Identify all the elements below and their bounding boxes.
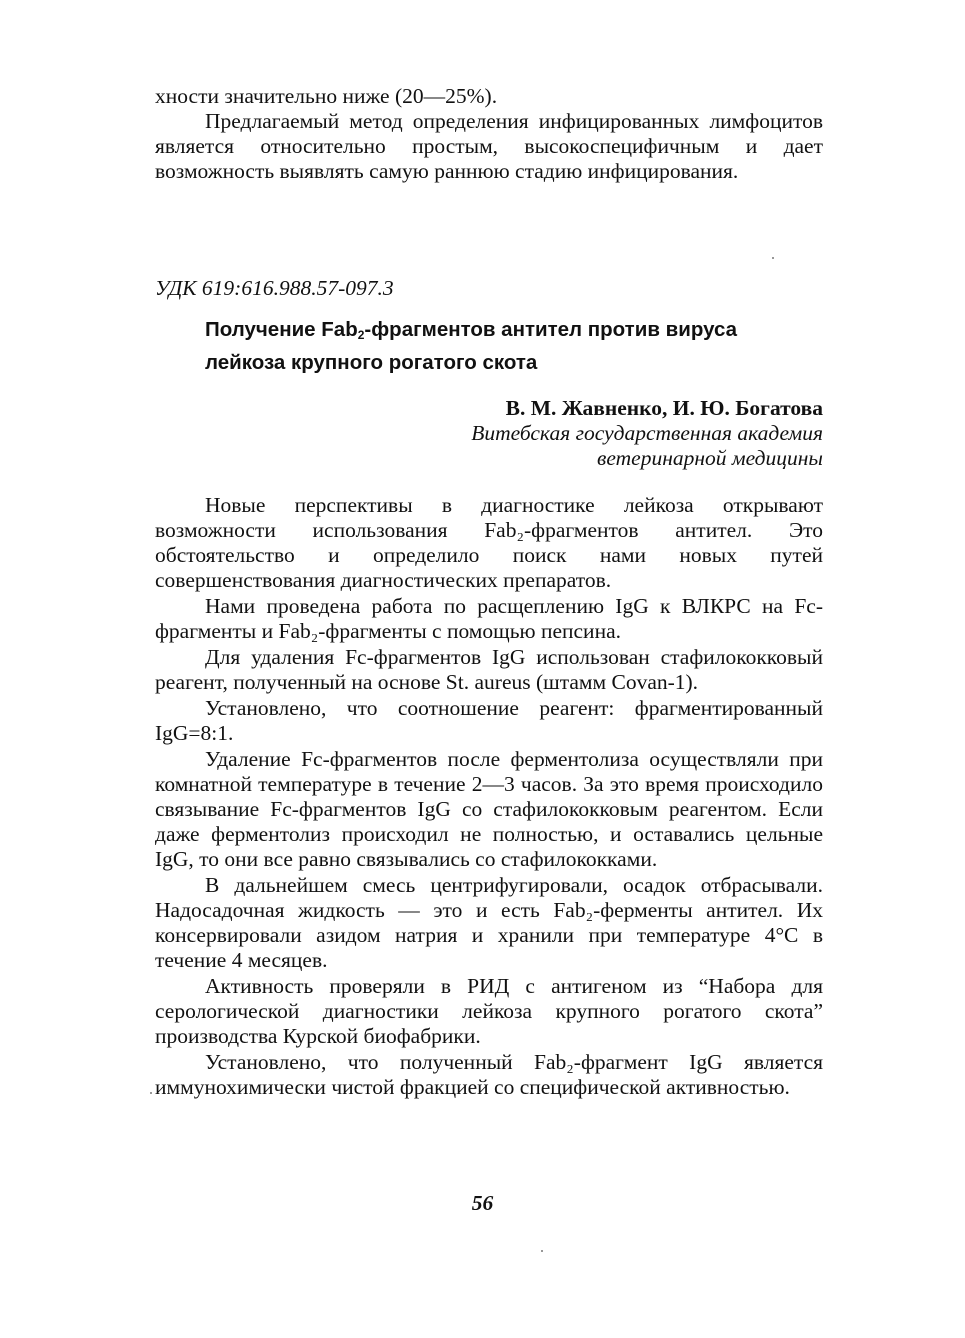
authors-block <box>323 396 823 471</box>
title-line-2: лейкоза крупного рогатого скота <box>205 351 538 374</box>
affiliation-line-2: ветеринарной медицины <box>597 446 823 470</box>
body-paragraph: В дальнейшем смесь центрифугировали, осадок отбрасывали. Надосадочная жидкость — это и есть Fab₂-ферменты антител. Их консервировали азидом натрия и хранили при температуре 4°С в течение 4 месяцев. <box>155 873 823 972</box>
body-paragraph: Нами проведена работа по расщеплению IgG к ВЛКРС на Fc-фрагменты и Fab₂-фрагменты с помощью пепсина. <box>155 594 823 643</box>
author-names: В. М. Жавненко, И. Ю. Богатова <box>505 396 823 420</box>
scan-speck <box>150 1092 152 1094</box>
article-body <box>155 493 823 1100</box>
udk-code: УДК 619:616.988.57-097.3 <box>155 276 394 300</box>
title-line-1 <box>205 316 805 349</box>
conclusion-paragraph: Предлагаемый метод определения инфицированных лимфоцитов является относительно простым, высокоспецифичным и дает возможность выявлять самую раннюю стадию инфицирования. <box>155 109 823 183</box>
body-paragraph: Установлено, что соотношение реагент: фрагментированный IgG=8:1. <box>155 696 823 745</box>
body-paragraph: Для удаления Fc-фрагментов IgG использован стафилококковый реагент, полученный на основе St. aureus (штамм Covan-1). <box>155 645 823 694</box>
title-subscript: 2 <box>357 328 365 342</box>
body-paragraph: Удаление Fc-фрагментов после ферментолиза осуществляли при комнатной температуре в течение 2—3 часов. За это время происходило связывание Fc-фрагментов IgG со стафилококковым реагентом. Если даже ферментолиз происходил не полностью, и оставались цельные IgG, то они все равно связывались со стафилококками. <box>155 747 823 871</box>
scan-speck <box>772 257 774 259</box>
article-title <box>205 316 805 376</box>
body-paragraph: Новые перспективы в диагностике лейкоза открывают возможности использования Fab₂-фрагментов антител. Это обстоятельство и определило поиск нами новых путей совершенствования диагностических препаратов. <box>155 493 823 592</box>
page-number: 56 <box>471 1191 494 1215</box>
title-part-2: -фрагментов антител против вируса <box>364 318 738 341</box>
title-part-1: Получение Fab <box>205 318 358 341</box>
previous-article-ending <box>155 84 823 184</box>
body-paragraph: Установлено, что полученный Fab₂-фрагмент IgG является иммунохимически чистой фракцией со специфической активностью. <box>155 1050 823 1099</box>
scan-speck <box>541 1250 543 1252</box>
body-paragraph: Активность проверяли в РИД с антигеном из “Набора для серологической диагностики лейкоза крупного рогатого скота” производства Курской биофабрики. <box>155 974 823 1048</box>
continued-line: хности значительно ниже (20—25%). <box>155 84 498 108</box>
affiliation-line-1: Витебская государственная академия <box>471 421 823 445</box>
